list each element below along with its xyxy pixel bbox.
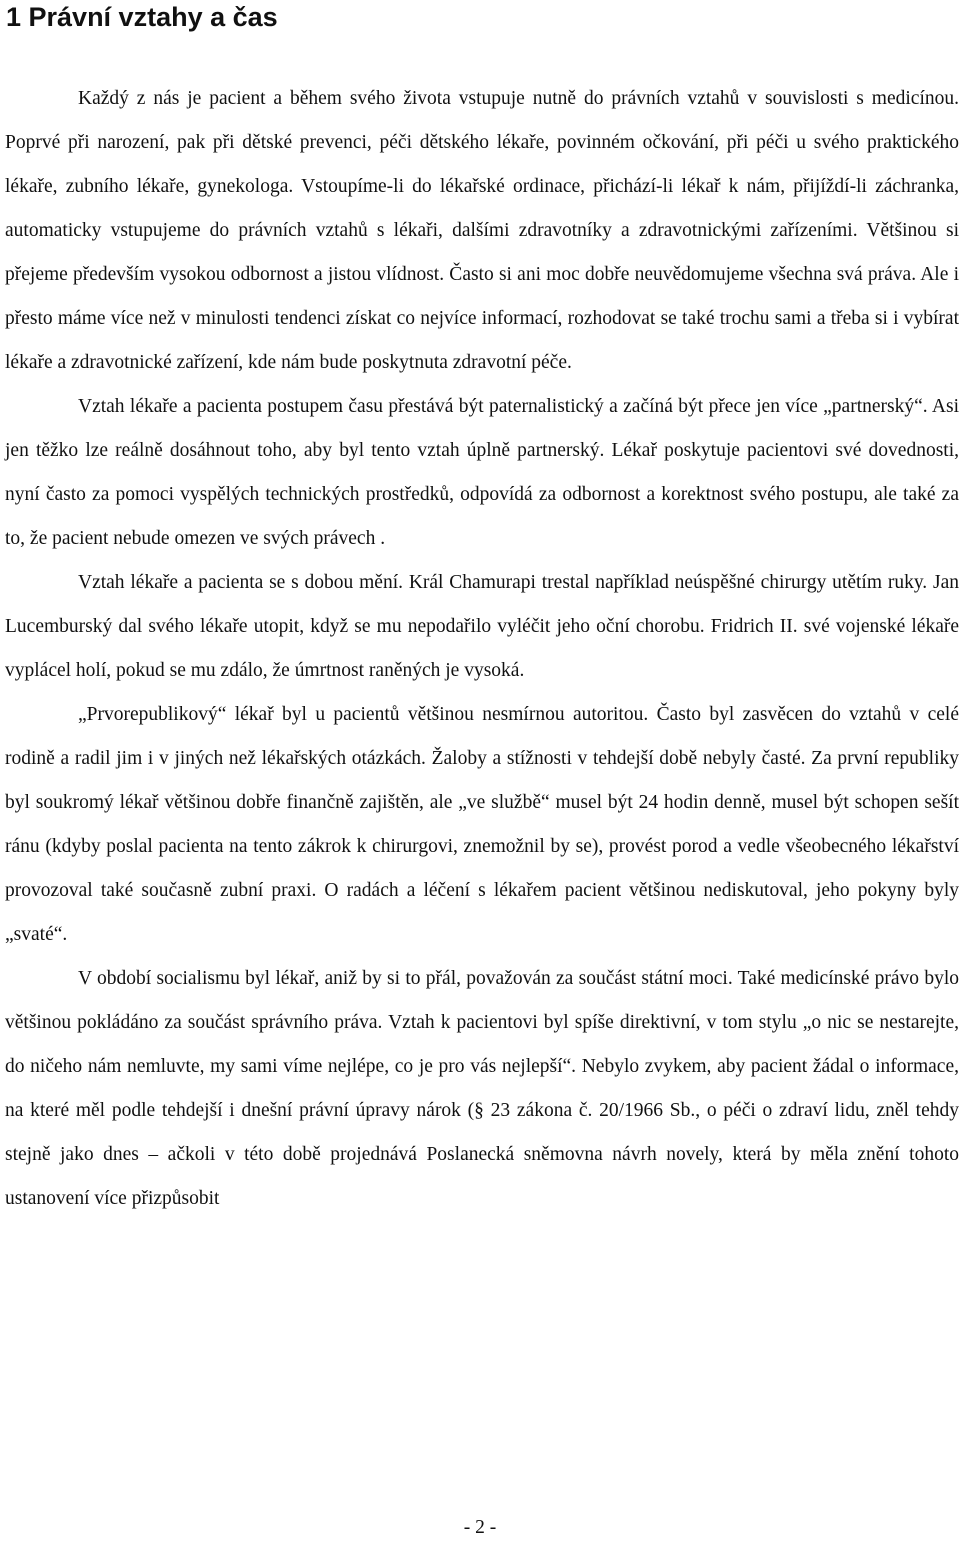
paragraph: Každý z nás je pacient a během svého života vstupuje nutně do právních vztahů v souvislosti s medicínou. Poprvé při narození, pak při dětské prevenci, péči dětského lékaře, povinném očkování, při péči u svého praktického lékaře, zubního lékaře, gynekologa. Vstoupíme-li do lékařské ordinace, přichází-li lékař k nám, přijíždí-li záchranka, automaticky vstupujeme do právních vztahů s lékaři, dalšími zdravotníky a zdravotnickými zařízeními. Většinou si přejeme především vysokou odbornost a jistou vlídnost. Často si ani moc dobře neuvědomujeme všechna svá práva. Ale i přesto máme více než v minulosti tendenci získat co nejvíce informací, rozhodovat se také trochu sami a třeba si i vybírat lékaře a zdravotnické zařízení, kde nám bude poskytnuta zdravotní péče. (5, 88, 959, 373)
paragraph: Vztah lékaře a pacienta se s dobou mění. Král Chamurapi trestal například neúspěšné chirurgy utětím ruky. Jan Lucemburský dal svého lékaře utopit, když se mu nepodařilo vyléčit jeho oční chorobu. Fridrich II. své vojenské lékaře vyplácel holí, pokud se mu zdálo, že úmrtnost raněných je vysoká. (5, 572, 959, 681)
paragraph: V období socialismu byl lékař, aniž by si to přál, považován za součást státní moci. Také medicínské právo bylo většinou pokládáno za součást správního práva. Vztah k pacientovi byl spíše direktivní, v tom stylu „o nic se nestarejte, do ničeho nám nemluvte, my sami víme nejlépe, co je pro vás nejlepší“. Nebylo zvykem, aby pacient žádal o informace, na které měl podle tehdejší i dnešní právní úpravy nárok (§ 23 zákona č. 20/1966 Sb., o péči o zdraví lidu, zněl tehdy stejně jako dnes – ačkoli v této době projednává Poslanecká sněmovna návrh novely, která by měla znění tohoto ustanovení více přizpůsobit (5, 968, 959, 1209)
paragraph: Vztah lékaře a pacienta postupem času přestává být paternalistický a začíná být přece jen více „partnerský“. Asi jen těžko lze reálně dosáhnout toho, aby byl tento vztah úplně partnerský. Lékař poskytuje pacientovi své dovednosti, nyní často za pomoci vyspělých technických prostředků, odpovídá za odbornost a korektnost svého postupu, ale také za to, že pacient nebude omezen ve svých právech . (5, 396, 959, 549)
body-text (5, 77, 959, 1221)
chapter-heading: 1 Právní vztahy a čas (6, 2, 278, 32)
paragraph: „Prvorepublikový“ lékař byl u pacientů většinou nesmírnou autoritou. Často byl zasvěcen do vztahů v celé rodině a radil jim i v jiných než lékařských otázkách. Žaloby a stížnosti v tehdejší době nebyly časté. Za první republiky byl soukromý lékař většinou dobře finančně zajištěn, ale „ve službě“ musel být 24 hodin denně, musel být schopen sešít ránu (kdyby poslal pacienta na tento zákrok k chirurgovi, znemožnil by se), provést porod a vedle všeobecného lékařství provozoval také současně zubní praxi. O radách a léčení s lékařem pacient většinou nediskutoval, jeho pokyny byly „svaté“. (5, 704, 959, 945)
page-number: - 2 - (463, 1517, 497, 1538)
